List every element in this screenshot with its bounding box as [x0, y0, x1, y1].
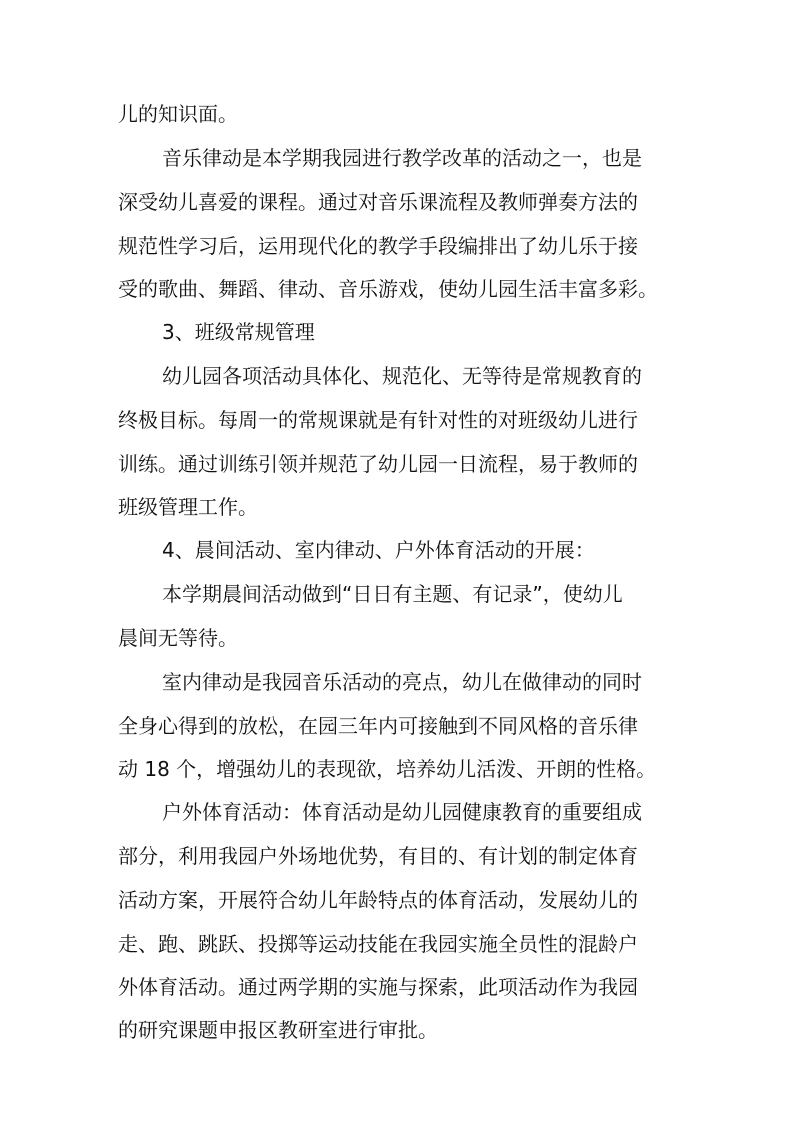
section-heading-4: 4、晨间活动、室内律动、户外体育活动的开展：: [162, 538, 595, 562]
paragraph-first-line: 本学期晨间活动做到“日日有主题、有记录”，使幼儿: [162, 582, 623, 606]
section-heading-3: 3、班级常规管理: [162, 320, 315, 344]
text-line: 终极目标。每周一的常规课就是有针对性的对班级幼儿进行: [118, 408, 638, 432]
text-line: 儿的知识面。: [118, 102, 238, 126]
text-line: 部分，利用我园户外场地优势，有目的、有计划的制定体育: [118, 844, 638, 868]
text-line: 动 18 个，增强幼儿的表现欲，培养幼儿活泼、开朗的性格。: [118, 757, 657, 781]
paragraph-first-line: 幼儿园各项活动具体化、规范化、无等待是常规教育的: [162, 364, 642, 388]
paragraph-first-line: 室内律动是我园音乐活动的亮点，幼儿在做律动的同时: [162, 670, 642, 694]
text-line: 活动方案，开展符合幼儿年龄特点的体育活动，发展幼儿的: [118, 888, 638, 912]
paragraph-first-line: 户外体育活动：体育活动是幼儿园健康教育的重要组成: [162, 800, 642, 824]
text-line: 受的歌曲、舞蹈、律动、音乐游戏，使幼儿园生活丰富多彩。: [118, 277, 658, 301]
text-line: 训练。通过训练引领并规范了幼儿园一日流程，易于教师的: [118, 452, 638, 476]
text-line: 班级管理工作。: [118, 495, 258, 519]
text-line: 晨间无等待。: [118, 626, 238, 650]
text-line: 的研究课题申报区教研室进行审批。: [118, 1018, 438, 1042]
text-line: 深受幼儿喜爱的课程。通过对音乐课流程及教师弹奏方法的: [118, 190, 638, 214]
text-line: 外体育活动。通过两学期的实施与探索，此项活动作为我园: [118, 975, 638, 999]
text-line: 走、跑、跳跃、投掷等运动技能在我园实施全员性的混龄户: [118, 932, 638, 956]
text-line: 规范性学习后，运用现代化的教学手段编排出了幼儿乐于接: [118, 234, 638, 258]
paragraph-first-line: 音乐律动是本学期我园进行教学改革的活动之一，也是: [162, 146, 642, 170]
text-line: 全身心得到的放松，在园三年内可接触到不同风格的音乐律: [118, 714, 638, 738]
